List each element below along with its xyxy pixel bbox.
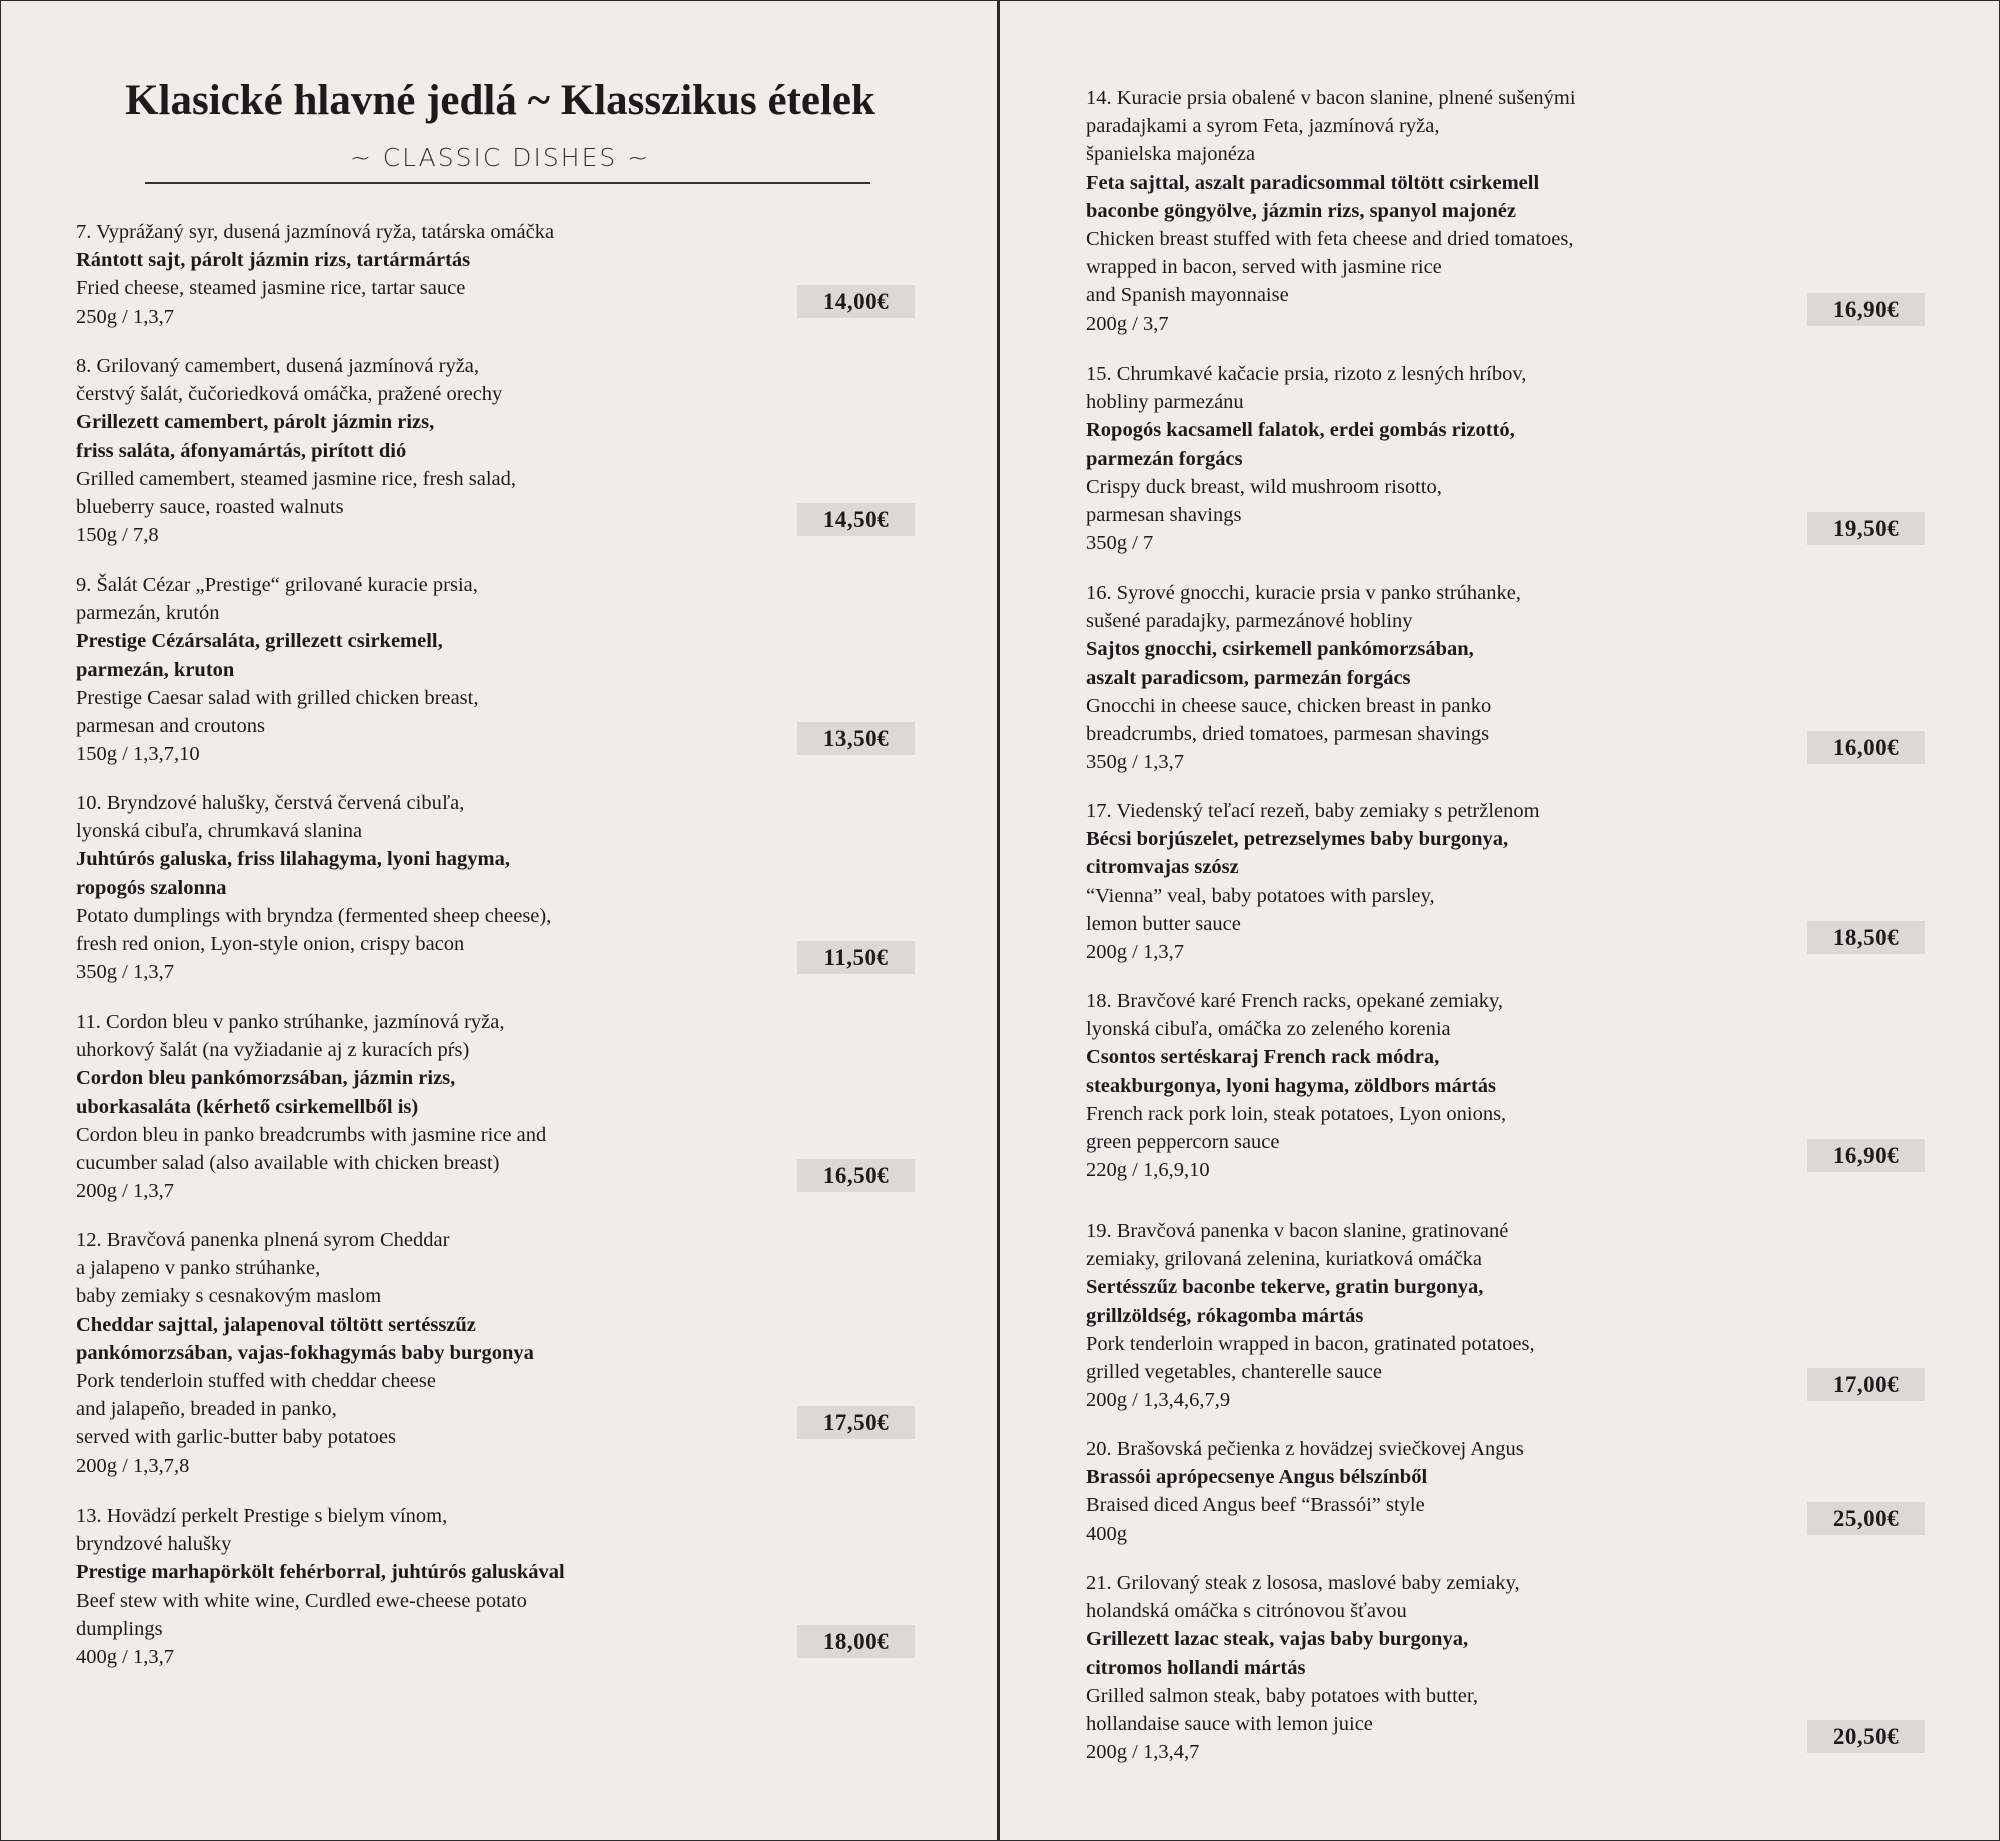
item-description: parmesan shavings xyxy=(1086,504,1242,527)
menu-item xyxy=(1086,360,1526,557)
item-name-sk: baby zemiaky s cesnakovým maslom xyxy=(76,1285,382,1308)
item-name-hu: Rántott sajt, párolt jázmin rizs, tartármártás xyxy=(76,249,471,272)
item-description: Cordon bleu in panko breadcrumbs with jasmine rice and xyxy=(76,1123,547,1146)
menu-item xyxy=(1086,84,1576,338)
item-price: 16,90€ xyxy=(1807,1139,1925,1172)
item-name-sk: paradajkami a syrom Feta, jazmínová ryža, xyxy=(1086,115,1440,138)
item-description: Crispy duck breast, wild mushroom risotto, xyxy=(1086,475,1442,498)
item-price: 18,00€ xyxy=(797,1625,915,1658)
item-name-sk: a jalapeno v panko strúhanke, xyxy=(76,1257,321,1280)
item-description: dumplings xyxy=(76,1617,163,1640)
item-name-sk: 18. Bravčové karé French racks, opekané zemiaky, xyxy=(1086,990,1504,1012)
item-name-hu: pankómorzsában, vajas-fokhagymás baby burgonya xyxy=(76,1341,534,1364)
item-description: Gnocchi in cheese sauce, chicken breast in panko xyxy=(1086,694,1492,717)
item-description: parmesan and croutons xyxy=(76,715,265,738)
item-description: French rack pork loin, steak potatoes, Lyon onions, xyxy=(1086,1102,1507,1125)
item-name-hu: Prestige marhapörkölt fehérborral, juhtúrós galuskával xyxy=(76,1561,565,1584)
item-description: lemon butter sauce xyxy=(1086,912,1241,935)
menu-item xyxy=(76,1008,546,1205)
item-price: 14,00€ xyxy=(797,285,915,318)
item-price: 20,50€ xyxy=(1807,1720,1925,1753)
item-weight-allergens: 200g / 1,3,4,7 xyxy=(1086,1741,1200,1764)
item-name-hu: Brassói aprópecsenye Angus bélszínből xyxy=(1086,1466,1428,1489)
item-description: blueberry sauce, roasted walnuts xyxy=(76,496,344,519)
item-description: Potato dumplings with bryndza (fermented sheep cheese), xyxy=(76,904,552,927)
item-description: Chicken breast stuffed with feta cheese and dried tomatoes, xyxy=(1086,228,1574,251)
item-description: breadcrumbs, dried tomatoes, parmesan shavings xyxy=(1086,723,1490,746)
page-subtitle: ~ CLASSIC DISHES ~ xyxy=(349,143,651,172)
menu-item xyxy=(1086,1435,1524,1548)
item-description: Pork tenderloin wrapped in bacon, gratinated potatoes, xyxy=(1086,1332,1535,1355)
item-name-sk: 14. Kuracie prsia obalené v bacon slanine, plnené sušenými xyxy=(1086,87,1576,109)
menu-item xyxy=(1086,797,1540,966)
item-price: 17,50€ xyxy=(797,1406,915,1439)
menu-item xyxy=(1086,987,1506,1184)
item-weight-allergens: 150g / 7,8 xyxy=(76,524,159,547)
item-description: fresh red onion, Lyon-style onion, crispy bacon xyxy=(76,933,465,956)
item-weight-allergens: 350g / 1,3,7 xyxy=(1086,751,1184,774)
item-name-sk: španielska majonéza xyxy=(1086,143,1256,166)
item-name-hu: Bécsi borjúszelet, petrezselymes baby burgonya, xyxy=(1086,828,1509,851)
item-price: 16,00€ xyxy=(1807,731,1925,764)
item-weight-allergens: 350g / 1,3,7 xyxy=(76,961,174,984)
item-name-sk: hobliny parmezánu xyxy=(1086,391,1244,414)
menu-item xyxy=(1086,1569,1520,1766)
item-name-sk: lyonská cibuľa, chrumkavá slanina xyxy=(76,820,363,843)
item-name-sk: holandská omáčka s citrónovou šťavou xyxy=(1086,1600,1407,1623)
item-name-sk: 7. Vyprážaný syr, dusená jazmínová ryža, tatárska omáčka xyxy=(76,221,555,243)
menu-item xyxy=(76,218,554,331)
item-name-hu: Cordon bleu pankómorzsában, jázmin rizs, xyxy=(76,1067,456,1090)
item-price: 17,00€ xyxy=(1807,1368,1925,1401)
item-weight-allergens: 350g / 7 xyxy=(1086,532,1154,555)
menu-item xyxy=(1086,579,1521,776)
menu-item xyxy=(1086,1217,1535,1414)
menu-item xyxy=(76,1226,534,1480)
menu-item xyxy=(76,571,478,768)
item-name-hu: parmezán, kruton xyxy=(76,658,235,681)
item-name-sk: sušené paradajky, parmezánové hobliny xyxy=(1086,610,1413,633)
menu-item xyxy=(76,789,551,986)
item-name-sk: zemiaky, grilovaná zelenina, kuriatková omáčka xyxy=(1086,1248,1482,1271)
item-name-hu: grillzöldség, rókagomba mártás xyxy=(1086,1304,1364,1327)
item-name-sk: bryndzové halušky xyxy=(76,1533,232,1556)
item-name-hu: ropogós szalonna xyxy=(76,876,227,899)
item-description: Beef stew with white wine, Curdled ewe-cheese potato xyxy=(76,1589,527,1612)
item-price: 16,50€ xyxy=(797,1159,915,1192)
item-name-hu: baconbe göngyölve, jázmin rizs, spanyol majonéz xyxy=(1086,199,1516,222)
item-name-hu: citromvajas szósz xyxy=(1086,856,1239,879)
item-description: and jalapeño, breaded in panko, xyxy=(76,1398,337,1421)
item-name-hu: Cheddar sajttal, jalapenoval töltött sertésszűz xyxy=(76,1313,476,1336)
item-price: 11,50€ xyxy=(797,941,915,974)
item-weight-allergens: 200g / 1,3,7 xyxy=(1086,941,1184,964)
item-weight-allergens: 200g / 1,3,4,6,7,9 xyxy=(1086,1389,1231,1412)
item-name-hu: Csontos sertéskaraj French rack módra, xyxy=(1086,1046,1440,1069)
item-weight-allergens: 200g / 1,3,7,8 xyxy=(76,1454,190,1477)
item-name-sk: čerstvý šalát, čučoriedková omáčka, pražené orechy xyxy=(76,383,503,406)
item-description: “Vienna” veal, baby potatoes with parsley, xyxy=(1086,884,1435,907)
item-description: Pork tenderloin stuffed with cheddar cheese xyxy=(76,1370,436,1393)
item-name-hu: Sajtos gnocchi, csirkemell pankómorzsában, xyxy=(1086,638,1474,661)
item-weight-allergens: 400g / 1,3,7 xyxy=(76,1646,174,1669)
item-name-hu: friss saláta, áfonyamártás, pirított dió xyxy=(76,439,407,462)
item-name-sk: 9. Šalát Cézar „Prestige“ grilované kuracie prsia, xyxy=(76,574,478,596)
item-description: Grilled camembert, steamed jasmine rice, fresh salad, xyxy=(76,467,516,490)
item-weight-allergens: 220g / 1,6,9,10 xyxy=(1086,1159,1210,1182)
item-name-hu: Feta sajttal, aszalt paradicsommal töltött csirkemell xyxy=(1086,171,1540,194)
item-description: hollandaise sauce with lemon juice xyxy=(1086,1713,1373,1736)
item-name-hu: Sertésszűz baconbe tekerve, gratin burgonya, xyxy=(1086,1276,1484,1299)
item-name-hu: aszalt paradicsom, parmezán forgács xyxy=(1086,666,1411,689)
item-price: 25,00€ xyxy=(1807,1502,1925,1535)
item-name-sk: 11. Cordon bleu v panko strúhanke, jazmínová ryža, xyxy=(76,1011,505,1033)
item-name-sk: 15. Chrumkavé kačacie prsia, rizoto z lesných hríbov, xyxy=(1086,363,1527,385)
item-name-hu: uborkasaláta (kérhető csirkemellből is) xyxy=(76,1095,419,1118)
item-description: Fried cheese, steamed jasmine rice, tartar sauce xyxy=(76,277,466,300)
item-name-hu: Juhtúrós galuska, friss lilahagyma, lyoni hagyma, xyxy=(76,848,510,871)
item-description: cucumber salad (also available with chicken breast) xyxy=(76,1152,500,1175)
item-name-sk: 20. Brašovská pečienka z hovädzej sviečkovej Angus xyxy=(1086,1438,1524,1460)
item-name-hu: Grillezett camembert, párolt jázmin rizs, xyxy=(76,411,435,434)
item-weight-allergens: 250g / 1,3,7 xyxy=(76,305,174,328)
title-underline xyxy=(145,182,870,184)
item-name-hu: Ropogós kacsamell falatok, erdei gombás rizottó, xyxy=(1086,419,1515,442)
item-name-hu: Prestige Cézársaláta, grillezett csirkemell, xyxy=(76,630,443,653)
item-price: 19,50€ xyxy=(1807,512,1925,545)
item-name-sk: 10. Bryndzové halušky, čerstvá červená cibuľa, xyxy=(76,792,465,814)
item-price: 16,90€ xyxy=(1807,293,1925,326)
item-name-sk: lyonská cibuľa, omáčka zo zeleného korenia xyxy=(1086,1018,1451,1041)
page-title: Klasické hlavné jedlá ~ Klasszikus ételek xyxy=(125,77,875,124)
item-description: served with garlic-butter baby potatoes xyxy=(76,1426,396,1449)
item-price: 18,50€ xyxy=(1807,921,1925,954)
item-name-sk: 12. Bravčová panenka plnená syrom Cheddar xyxy=(76,1229,450,1251)
item-name-hu: parmezán forgács xyxy=(1086,447,1243,470)
item-name-hu: citromos hollandi mártás xyxy=(1086,1656,1306,1679)
menu-item xyxy=(76,1502,565,1671)
item-name-hu: Grillezett lazac steak, vajas baby burgonya, xyxy=(1086,1628,1469,1651)
item-description: Prestige Caesar salad with grilled chicken breast, xyxy=(76,686,479,709)
item-description: Grilled salmon steak, baby potatoes with butter, xyxy=(1086,1684,1479,1707)
item-description: and Spanish mayonnaise xyxy=(1086,284,1289,307)
item-description: wrapped in bacon, served with jasmine rice xyxy=(1086,256,1442,279)
item-name-sk: 16. Syrové gnocchi, kuracie prsia v panko strúhanke, xyxy=(1086,582,1521,604)
item-weight-allergens: 400g xyxy=(1086,1522,1127,1545)
item-name-sk: 13. Hovädzí perkelt Prestige s bielym vínom, xyxy=(76,1505,448,1527)
page-divider xyxy=(997,0,1000,1841)
item-weight-allergens: 200g / 1,3,7 xyxy=(76,1180,174,1203)
menu-item xyxy=(76,352,516,549)
item-weight-allergens: 200g / 3,7 xyxy=(1086,312,1169,335)
item-price: 14,50€ xyxy=(797,503,915,536)
item-name-sk: 21. Grilovaný steak z lososa, maslové baby zemiaky, xyxy=(1086,1572,1520,1594)
item-weight-allergens: 150g / 1,3,7,10 xyxy=(76,743,200,766)
item-description: Braised diced Angus beef “Brassói” style xyxy=(1086,1494,1425,1517)
item-name-sk: 8. Grilovaný camembert, dusená jazmínová ryža, xyxy=(76,355,480,377)
item-name-sk: parmezán, krutón xyxy=(76,602,220,625)
item-name-sk: 19. Bravčová panenka v bacon slanine, gratinované xyxy=(1086,1220,1509,1242)
item-description: green peppercorn sauce xyxy=(1086,1131,1280,1154)
item-name-sk: 17. Viedenský teľací rezeň, baby zemiaky s petržlenom xyxy=(1086,800,1540,822)
item-name-sk: uhorkový šalát (na vyžiadanie aj z kuracích pŕs) xyxy=(76,1039,470,1062)
item-description: grilled vegetables, chanterelle sauce xyxy=(1086,1361,1382,1384)
item-price: 13,50€ xyxy=(797,722,915,755)
item-name-hu: steakburgonya, lyoni hagyma, zöldbors mártás xyxy=(1086,1074,1497,1097)
